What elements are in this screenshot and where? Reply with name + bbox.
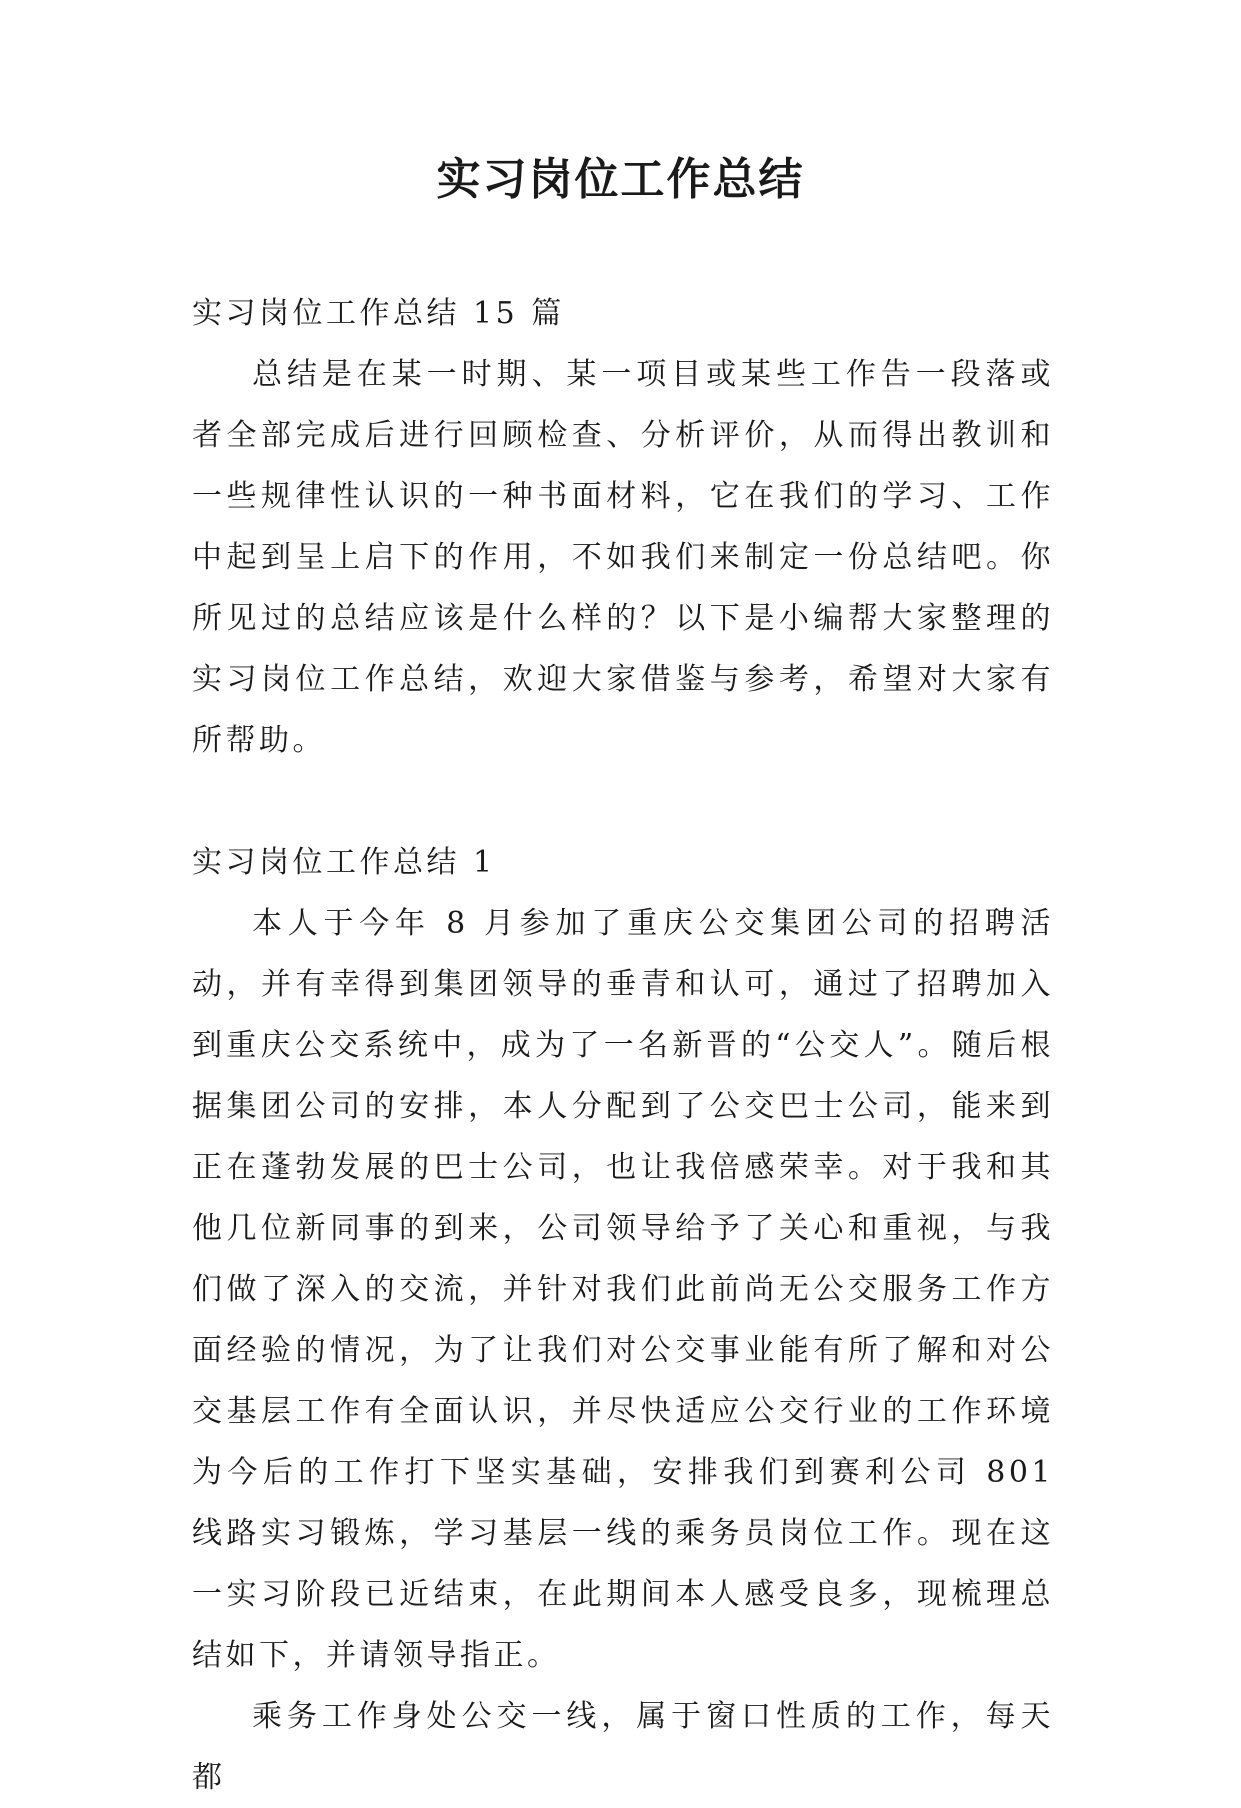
collection-heading: 实习岗位工作总结 15 篇 [192, 296, 565, 331]
section-1-paragraph-1: 本人于今年 8 月参加了重庆公交集团公司的招聘活动，并有幸得到集团领导的垂青和认可，通过了招聘加入到重庆公交系统中，成为了一名新晋的“公交人”。随后根据集团公司的安排，本人分配到了公交巴士公司，能来到正在蓬勃发展的巴士公司，也让我倍感荣幸。对于我和其他几位新同事的到来，公司领导给予了关心和重视，与我们做了深入的交流，并针对我们此前尚无公交服务工作方面经验的情况，为了让我们对公交事业能有所了解和对公交基层工作有全面认识，并尽快适应公交行业的工作环境为今后的工作打下坚实基础，安排我们到赛利公司 801 线路实习锻炼，学习基层一线的乘务员岗位工作。现在这一实习阶段已近结束，在此期间本人感受良多，现梳理总结如下，并请领导指正。 [192, 906, 1054, 1673]
document-body [192, 283, 1054, 1808]
section-spacer [192, 771, 1054, 832]
intro-paragraph: 总结是在某一时期、某一项目或某些工作告一段落或者全部完成后进行回顾检查、分析评价，从而得出教训和一些规律性认识的一种书面材料，它在我们的学习、工作中起到呈上启下的作用，不如我们来制定一份总结吧。你所见过的总结应该是什么样的？以下是小编帮大家整理的实习岗位工作总结，欢迎大家借鉴与参考，希望对大家有所帮助。 [192, 357, 1054, 758]
section-1-paragraph-2: 乘务工作身处公交一线，属于窗口性质的工作，每天都 [192, 1699, 1054, 1795]
section-1-heading: 实习岗位工作总结 1 [192, 845, 496, 880]
document-title: 实习岗位工作总结 [436, 154, 805, 205]
